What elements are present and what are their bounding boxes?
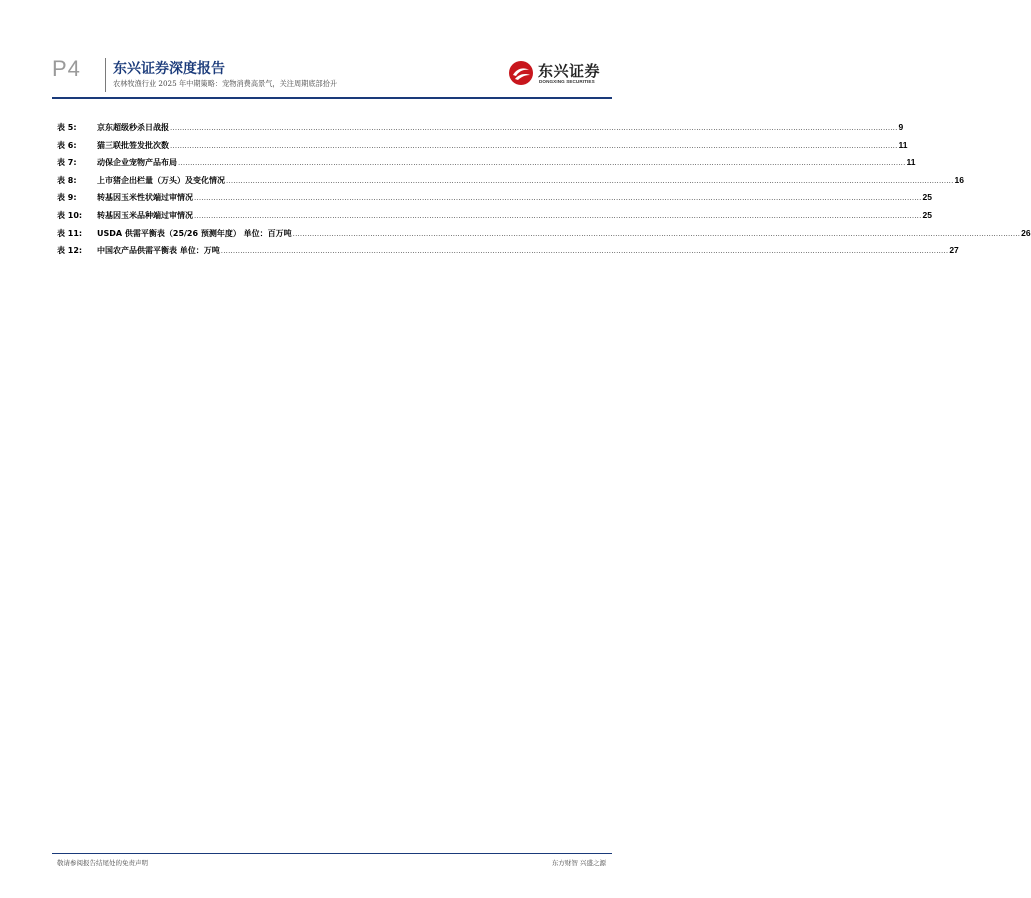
toc-row[interactable] [57, 192, 932, 210]
toc-label: 表 7: [57, 158, 77, 168]
toc-caption: 京东超级秒杀日战报 [97, 123, 169, 132]
toc-leader-dots: ............................................................................................................................................................................................................................................................................................................ [178, 159, 906, 168]
toc-row[interactable] [57, 245, 959, 263]
toc-page-number: 26 [1021, 227, 1031, 238]
toc-leader-dots: ............................................................................................................................................................................................................................................................................................................ [194, 194, 922, 203]
toc-row[interactable] [57, 157, 916, 175]
footer-slogan: 东方财智 兴盛之源 [551, 859, 606, 867]
toc-label: 表 9: [57, 193, 77, 203]
toc-page-number: 11 [906, 157, 916, 168]
toc-leader-dots: ............................................................................................................................................................................................................................................................................................................ [292, 229, 1021, 238]
toc-caption: 猫三联批签发批次数 [97, 140, 169, 150]
toc-label: 表 8: [57, 175, 77, 185]
toc-label: 表 5: [57, 123, 77, 132]
toc-leader-dots: ............................................................................................................................................................................................................................................................................................................ [226, 176, 954, 185]
toc-caption: 动保企业宠物产品布局 [97, 158, 177, 168]
table-of-contents [57, 122, 1031, 263]
toc-row[interactable] [57, 174, 964, 193]
toc-caption: 转基因玉米性状端过审情况 [97, 193, 193, 203]
footer-rule [52, 853, 612, 854]
toc-leader-dots: ............................................................................................................................................................................................................................................................................................................ [170, 141, 898, 150]
toc-label: 表 6: [57, 140, 77, 150]
toc-leader-dots: ............................................................................................................................................................................................................................................................................................................ [220, 247, 949, 256]
logo-name-en: DONGXING SECURITIES [539, 79, 595, 84]
toc-leader-dots: ............................................................................................................................................................................................................................................................................................................ [194, 211, 922, 220]
toc-row[interactable] [57, 227, 1031, 246]
page-number: P4 [52, 56, 81, 81]
toc-page-number: 25 [922, 209, 932, 220]
logo-mark-icon [508, 60, 534, 86]
report-subtitle: 农林牧渔行业 2025 年中期策略：宠物消费高景气，关注周期底部拾升 [113, 79, 338, 88]
company-logo [508, 60, 618, 90]
toc-caption: 中国农产品供需平衡表 单位：万吨 [97, 246, 220, 256]
toc-page-number: 11 [898, 139, 908, 150]
report-title: 东兴证券深度报告 [113, 61, 225, 77]
toc-label: 表 12: [57, 246, 83, 256]
toc-caption: USDA 供需平衡表（25/26 预测年度） 单位：百万吨 [97, 228, 292, 238]
logo-name-cn: 东兴证券 [538, 62, 601, 80]
toc-row[interactable] [57, 139, 908, 158]
toc-page-number: 9 [898, 122, 904, 132]
header-divider [105, 58, 106, 92]
toc-caption: 转基因玉米品种端过审情况 [97, 210, 193, 220]
toc-leader-dots: ............................................................................................................................................................................................................................................................................................................ [170, 124, 898, 132]
header-rule [52, 97, 612, 99]
toc-page-number: 16 [954, 174, 964, 185]
toc-caption: 上市猪企出栏量（万头）及变化情况 [97, 175, 225, 185]
toc-page-number: 25 [922, 192, 932, 203]
toc-label: 表 11: [57, 228, 83, 238]
footer-disclaimer: 敬请参阅报告结尾处的免责声明 [57, 859, 148, 867]
toc-page-number: 27 [949, 245, 959, 256]
toc-label: 表 10: [57, 210, 83, 220]
toc-row[interactable] [57, 209, 932, 228]
toc-row[interactable] [57, 122, 904, 140]
